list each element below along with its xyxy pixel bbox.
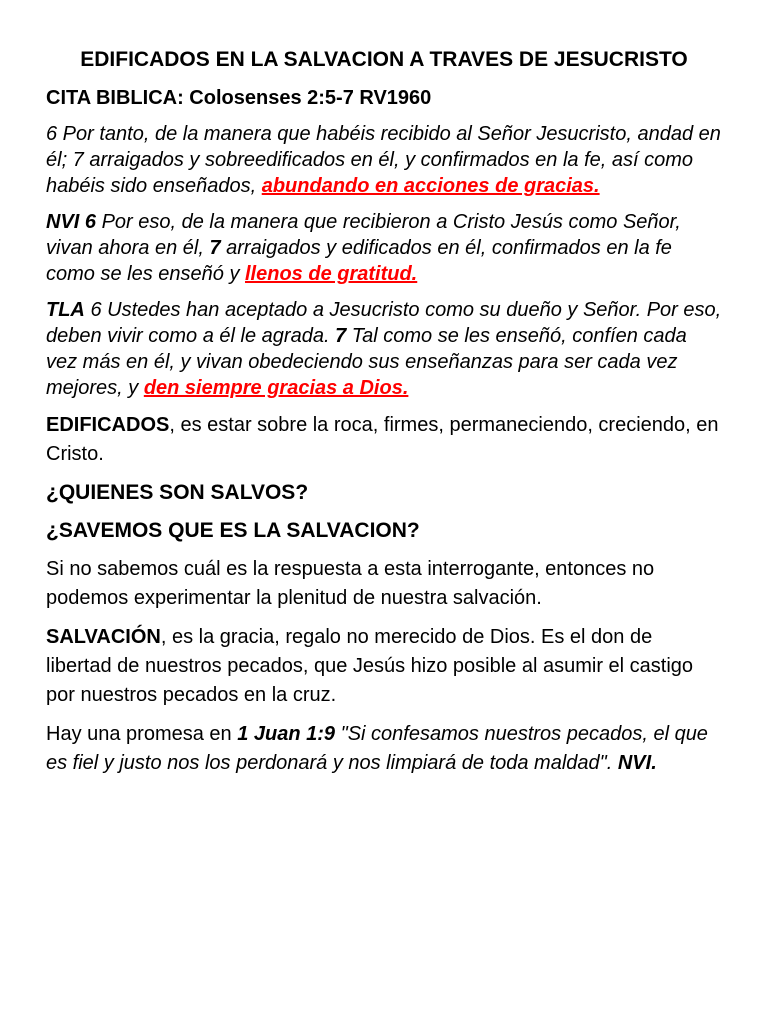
- verse-tla: [46, 297, 722, 401]
- interrogante-paragraph: Si no sabemos cuál es la respuesta a esta interrogante, entonces no podemos experimentar la plenitud de nuestra salvación.: [46, 558, 655, 609]
- verse-rv1960-text: 6 Por tanto, de la manera que habéis recibido al Señor Jesucristo, andad en él; 7 arraigados y sobreedificados en él, y confirmados en la fe, así como habéis sido enseñados,: [46, 123, 721, 197]
- question-quienes-son-salvos: ¿QUIENES SON SALVOS?: [46, 481, 309, 504]
- verse-nvi-number-7: 7: [209, 237, 221, 259]
- bible-citation: CITA BIBLICA: Colosenses 2:5-7 RV1960: [46, 87, 432, 109]
- salvacion-term: SALVACIÓN: [46, 626, 161, 648]
- promesa-intro: Hay una promesa en: [46, 723, 238, 745]
- verse-tla-label: TLA: [46, 299, 85, 321]
- verse-nvi-text-1: Por eso, de la manera que recibieron a Cristo Jesús como Señor, vivan ahora en él,: [46, 211, 681, 259]
- promesa-version: NVI.: [617, 752, 657, 774]
- verse-rv1960-highlight: abundando en acciones de gracias.: [261, 175, 600, 197]
- edificados-definition: [46, 411, 722, 469]
- promesa-paragraph: [46, 720, 722, 778]
- verse-nvi-label: NVI 6: [46, 211, 97, 233]
- edificados-text: , es estar sobre la roca, firmes, permaneciendo, creciendo, en Cristo.: [46, 414, 719, 465]
- edificados-term: EDIFICADOS: [46, 414, 170, 436]
- salvacion-text: , es la gracia, regalo no merecido de Dios. Es el don de libertad de nuestros pecados, que Jesús hizo posible al asumir el castigo por nuestros pecados en la cruz.: [46, 626, 694, 706]
- salvacion-definition: [46, 623, 722, 710]
- verse-nvi-highlight: llenos de gratitud.: [245, 263, 418, 285]
- question-que-es-la-salvacion: ¿SAVEMOS QUE ES LA SALVACION?: [46, 519, 420, 542]
- verse-tla-text-1: 6 Ustedes han aceptado a Jesucristo como su dueño y Señor. Por eso, deben vivir como a él le agrada.: [46, 299, 722, 347]
- verse-tla-highlight: den siempre gracias a Dios.: [143, 377, 409, 399]
- promesa-reference: 1 Juan 1:9: [237, 723, 336, 745]
- document-title: EDIFICADOS EN LA SALVACION A TRAVES DE JESUCRISTO: [80, 48, 688, 71]
- verse-tla-text-2: Tal como se les enseñó, confíen cada vez más en él, y vivan obedeciendo sus enseñanzas para ser cada vez mejores, y: [46, 325, 687, 399]
- verse-rv1960: [46, 121, 722, 199]
- verse-tla-number-7: 7: [335, 325, 347, 347]
- promesa-quote: "Si confesamos nuestros pecados, el que es fiel y justo nos los perdonará y nos limpiará de toda maldad".: [46, 723, 708, 774]
- verse-nvi: [46, 209, 722, 287]
- verse-nvi-text-2: arraigados y edificados en él, confirmados en la fe como se les enseñó y: [46, 237, 672, 285]
- document-page: [46, 46, 722, 778]
